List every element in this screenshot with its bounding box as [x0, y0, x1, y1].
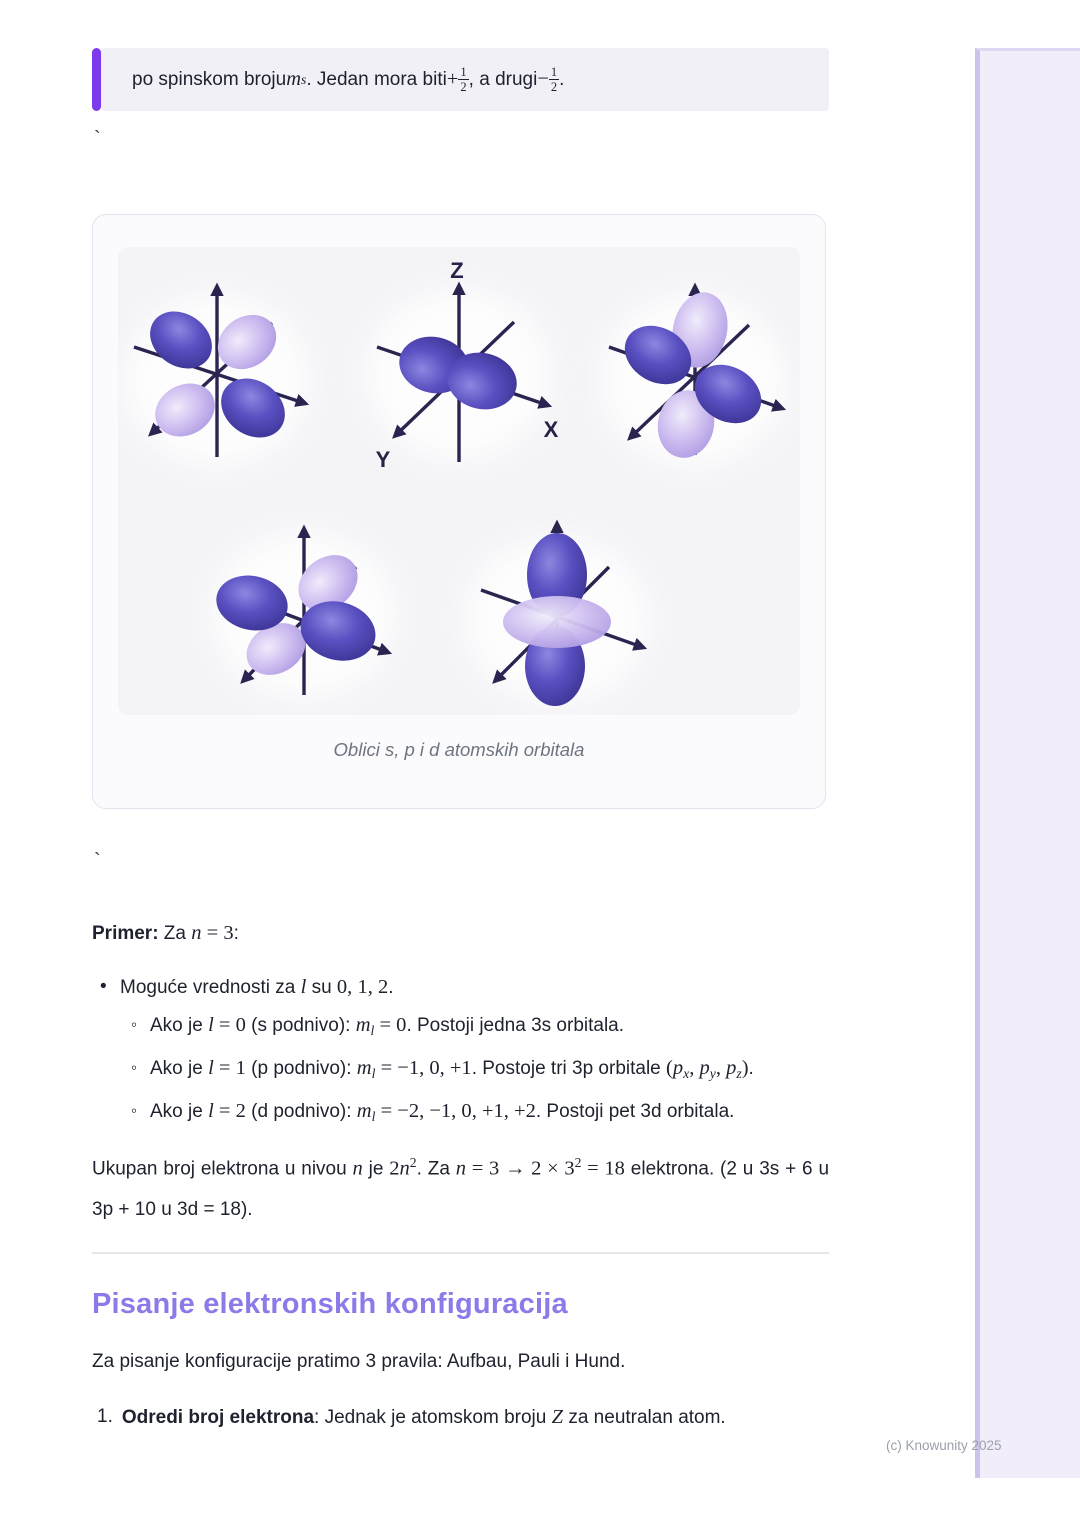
sub-bullet-marker: ◦ — [131, 1015, 138, 1034]
sub-list-item — [131, 1100, 734, 1125]
callout — [92, 48, 829, 111]
sub-bullet-marker: ◦ — [131, 1101, 138, 1120]
section-heading: Pisanje elektronskih konfiguracija — [92, 1288, 568, 1320]
sub-list-item-text: Ako je l = 0 (s podnivo): $m_l = 0$. Postoji jedna 3s orbitala. — [150, 1014, 625, 1039]
ordered-list-item-text: Odredi broj elektrona: Jednak je atomskom broju Z za neutralan atom. — [121, 1406, 726, 1428]
sub-list-item — [131, 1057, 754, 1082]
sub-list-item — [131, 1014, 624, 1039]
section-divider — [92, 1252, 829, 1254]
ordered-list-item-1 — [97, 1406, 726, 1429]
sub-list-item-text: Ako je l = 1 (p podnivo): $m_l = -1$, 0, +1. Postoje tri 3p orbitale ($p_x$, $p_y$, $p_z$). — [150, 1057, 754, 1082]
stray-backtick: ` — [94, 850, 101, 872]
list-item-text: Moguće vrednosti za l su 0, 1, 2. — [120, 976, 394, 998]
list-item — [100, 976, 394, 999]
stray-backtick: ` — [94, 128, 101, 150]
copyright-note: (c) Knowunity 2025 — [886, 1438, 1002, 1453]
example-intro: Primer: Za n = 3: — [92, 922, 239, 944]
page-scroll-track[interactable] — [975, 48, 1080, 1478]
sub-bullet-marker: ◦ — [131, 1058, 138, 1077]
rules-intro: Za pisanje konfiguracije pratimo 3 pravila: Aufbau, Pauli i Hund. — [92, 1351, 626, 1372]
callout-text: po spinskom broju m s . Jedan mora biti + $\frac{1}{2}$ , a drugi − $\frac{1}{2}$ . — [101, 48, 829, 111]
orbitals-illustration — [118, 247, 800, 715]
ordered-list-number: 1. — [97, 1406, 113, 1427]
figure-card — [92, 214, 826, 809]
electron-count-paragraph: Ukupan broj elektrona u nivou n je $2n^2$. Za $n = 3 \to 2 \times 3^2 = 18$ elektrona. (2 u 3s + 6 u 3p + 10 u 3d = 18). — [92, 1155, 830, 1220]
axis-label-x: X — [543, 417, 559, 442]
callout-accent-bar — [92, 48, 101, 111]
sub-list-item-text: Ako je l = 2 (d podnivo): $m_l = -2$, −1, 0, +1, +2. Postoji pet 3d orbitala. — [150, 1100, 735, 1125]
bullet-marker: • — [100, 976, 107, 997]
orbitals-image — [118, 247, 800, 715]
axis-label-z: Z — [450, 258, 464, 283]
axis-label-y: Y — [375, 447, 391, 472]
figure-caption: Oblici s, p i d atomskih orbitala — [333, 739, 585, 760]
